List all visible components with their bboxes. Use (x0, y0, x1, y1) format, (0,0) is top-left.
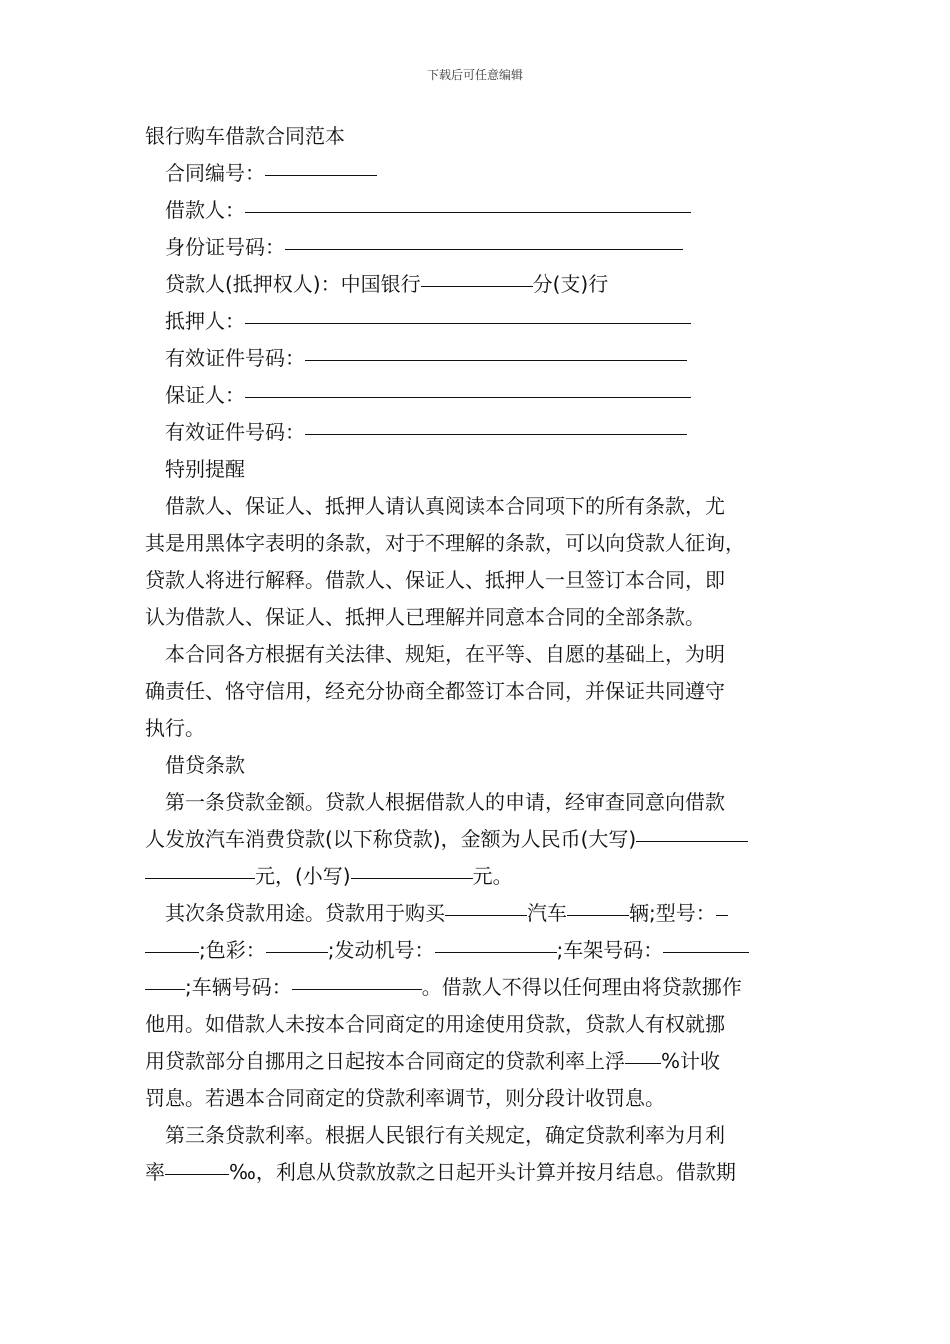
field-mortgagor (145, 303, 815, 340)
article2-line4: 他用。如借款人未按本合同商定的用途使用贷款，贷款人有权就挪 (145, 1012, 725, 1036)
reminder-para2-line3: 执行。 (145, 716, 205, 740)
field-contract-no (145, 155, 815, 192)
article2-line6: 罚息。若遇本合同商定的贷款利率调节，则分段计收罚息。 (145, 1086, 665, 1110)
field-label: 合同编号： (165, 161, 265, 185)
contract-document (145, 118, 815, 1191)
blank-line (145, 969, 185, 990)
field-label: 保证人： (165, 383, 245, 407)
blank-line (245, 377, 691, 398)
field-id-number (145, 229, 815, 266)
text-segment: ‰，利息从贷款放款之日起开头计算并按月结息。借款期 (229, 1160, 736, 1184)
blank-line (435, 932, 557, 953)
blank-line (305, 340, 687, 361)
reminder-para1-line1: 借款人、保证人、抵押人请认真阅读本合同项下的所有条款，尤 (165, 494, 725, 518)
page-header-note: 下载后可任意编辑 (426, 68, 523, 82)
reminder-para2-line2: 确责任、恪守信用，经充分协商全都签订本合同，并保证共同遵守 (145, 679, 725, 703)
blank-line (292, 969, 422, 990)
article2-line2 (145, 932, 815, 969)
article2-line5 (145, 1043, 815, 1080)
field-guarantor (145, 377, 815, 414)
section-heading-terms: 借贷条款 (165, 753, 245, 777)
section-heading-reminder: 特别提醒 (165, 457, 245, 481)
blank-line (245, 303, 691, 324)
blank-line (636, 821, 748, 842)
text-segment: 辆;型号： (629, 901, 716, 925)
field-label: 有效证件号码： (165, 420, 305, 444)
field-label: 抵押人： (165, 309, 245, 333)
reminder-para1-line3: 贷款人将进行解释。借款人、保证人、抵押人一旦签订本合同，即 (145, 568, 725, 592)
text-segment: 用贷款部分自挪用之日起按本合同商定的贷款利率上浮 (145, 1049, 625, 1073)
article2-line1 (145, 895, 815, 932)
article1-line2 (145, 821, 815, 858)
blank-line (165, 1154, 229, 1175)
field-label: 借款人： (165, 198, 245, 222)
text-segment: 率 (145, 1160, 165, 1184)
blank-line (421, 266, 533, 287)
blank-line (716, 895, 728, 916)
text-segment: 人发放汽车消费贷款(以下称贷款)，金额为人民币(大写) (145, 827, 637, 851)
text-segment: 其次条贷款用途。贷款用于购买 (165, 901, 445, 925)
blank-line (625, 1043, 661, 1064)
text-segment: 汽车 (527, 901, 567, 925)
text-segment: 元。 (472, 864, 513, 888)
blank-line (285, 229, 683, 250)
article1-line1: 第一条贷款金额。贷款人根据借款人的申请，经审查同意向借款 (165, 790, 725, 814)
text-segment: 元，(小写) (255, 864, 351, 888)
text-segment: %计收 (661, 1049, 721, 1073)
reminder-para2-line1: 本合同各方根据有关法律、规矩，在平等、自愿的基础上，为明 (165, 642, 725, 666)
text-segment: ;车辆号码： (185, 975, 292, 999)
article3-line2 (145, 1154, 815, 1191)
text-segment: 。借款人不得以任何理由将贷款挪作 (421, 975, 742, 999)
blank-line (245, 192, 691, 213)
blank-line (145, 932, 199, 953)
blank-line (305, 414, 687, 435)
article2-line3 (145, 969, 815, 1006)
field-label: 贷款人(抵押权人)：中国银行 (165, 272, 421, 296)
blank-line (567, 895, 629, 916)
field-guarantor-cert (145, 414, 815, 451)
blank-line (445, 895, 527, 916)
article1-line3 (145, 858, 815, 895)
reminder-para1-line4: 认为借款人、保证人、抵押人已理解并同意本合同的全部条款。 (145, 605, 705, 629)
reminder-para1-line2: 其是用黑体字表明的条款，对于不理解的条款，可以向贷款人征询， (145, 531, 745, 555)
field-lender (145, 266, 815, 303)
article3-line1: 第三条贷款利率。根据人民银行有关规定，确定贷款利率为月利 (165, 1123, 725, 1147)
text-segment: ;车架号码： (556, 938, 664, 962)
blank-line (265, 155, 377, 176)
document-title: 银行购车借款合同范本 (145, 124, 345, 148)
field-borrower (145, 192, 815, 229)
field-label-suffix: 分(支)行 (532, 272, 609, 296)
blank-line (145, 858, 255, 879)
blank-line (266, 932, 328, 953)
text-segment: ;发动机号： (327, 938, 435, 962)
blank-line (663, 932, 749, 953)
field-mortgagor-cert (145, 340, 815, 377)
field-label: 有效证件号码： (165, 346, 305, 370)
text-segment: ;色彩： (199, 938, 266, 962)
blank-line (351, 858, 473, 879)
field-label: 身份证号码： (165, 235, 285, 259)
